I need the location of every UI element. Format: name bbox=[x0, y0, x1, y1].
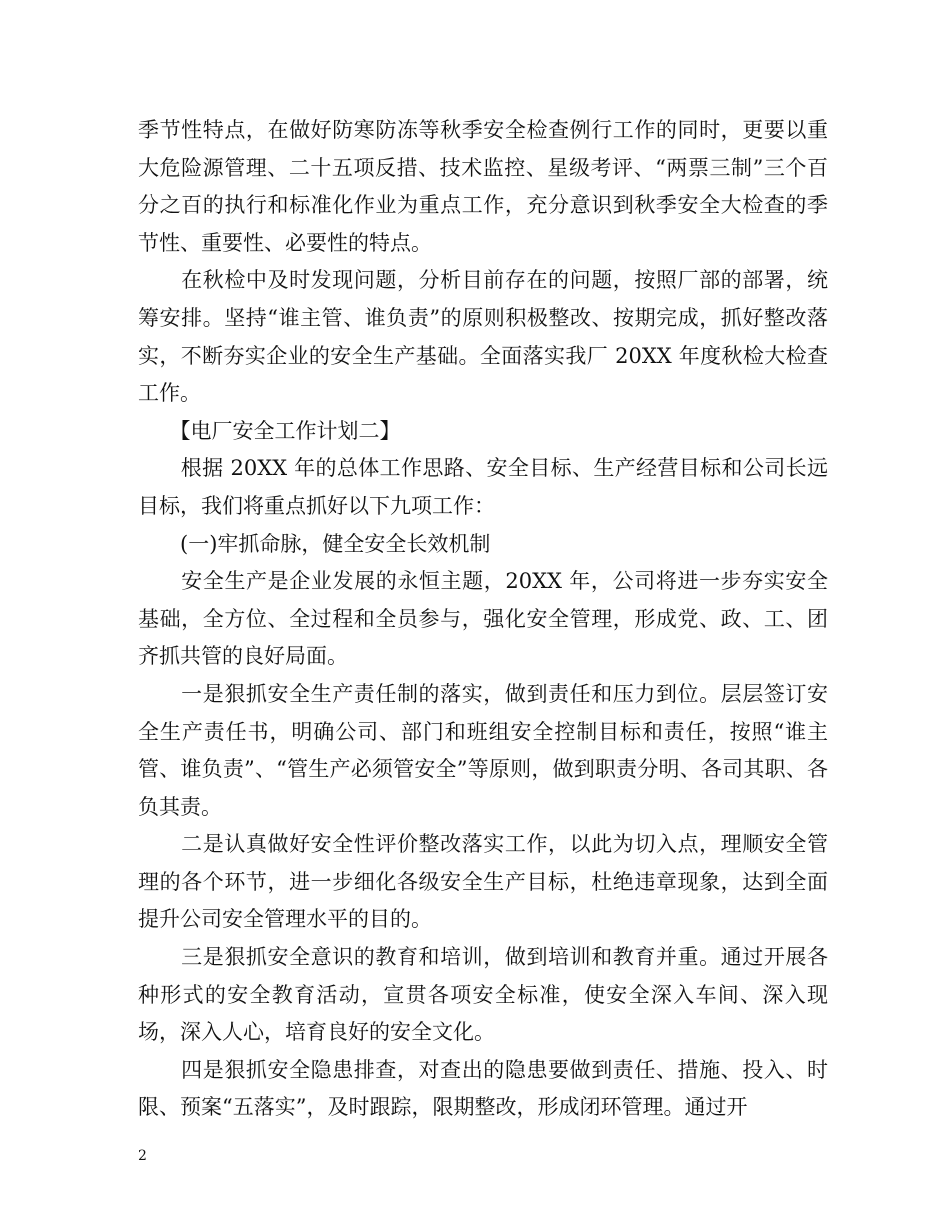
section-heading: 【电厂安全工作计划二】 bbox=[138, 418, 401, 443]
paragraph: 一是狠抓安全生产责任制的落实，做到责任和压力到位。层层签订安全生产责任书，明确公司、部门和班组安全控制目标和责任，按照“谁主管、谁负责”、“管生产必须管安全”等原则，做到职责分明、各司其职、各负其责。 bbox=[138, 681, 828, 819]
page-number: 2 bbox=[138, 1148, 147, 1164]
document-body bbox=[138, 112, 828, 1127]
paragraph: 三是狠抓安全意识的教育和培训，做到培训和教育并重。通过开展各种形式的安全教育活动，宣贯各项安全标准，使安全深入车间、深入现场，深入人心，培育良好的安全文化。 bbox=[138, 945, 828, 1045]
sub-heading: (一)牢抓命脉，健全安全长效机制 bbox=[138, 531, 491, 556]
paragraph: 根据 20XX 年的总体工作思路、安全目标、生产经营目标和公司长远目标，我们将重点抓好以下九项工作： bbox=[138, 456, 828, 518]
paragraph: 四是狠抓安全隐患排查，对查出的隐患要做到责任、措施、投入、时限、预案“五落实”，及时跟踪，限期整改，形成闭环管理。通过开 bbox=[138, 1057, 828, 1120]
paragraph: 二是认真做好安全性评价整改落实工作，以此为切入点，理顺安全管理的各个环节，进一步细化各级安全生产目标，杜绝违章现象，达到全面提升公司安全管理水平的目的。 bbox=[138, 832, 828, 932]
paragraph: 在秋检中及时发现问题，分析目前存在的问题，按照厂部的部署，统筹安排。坚持“谁主管、谁负责”的原则积极整改、按期完成，抓好整改落实，不断夯实企业的安全生产基础。全面落实我厂 20XX 年度秋检大检查工作。 bbox=[138, 268, 828, 406]
paragraph: 季节性特点，在做好防寒防冻等秋季安全检查例行工作的同时，更要以重大危险源管理、二十五项反措、技术监控、星级考评、“两票三制”三个百分之百的执行和标准化作业为重点工作，充分意识到秋季安全大检查的季节性、重要性、必要性的特点。 bbox=[138, 118, 828, 255]
paragraph: 安全生产是企业发展的永恒主题，20XX 年，公司将进一步夯实安全基础，全方位、全过程和全员参与，强化安全管理，形成党、政、工、团齐抓共管的良好局面。 bbox=[138, 569, 828, 669]
